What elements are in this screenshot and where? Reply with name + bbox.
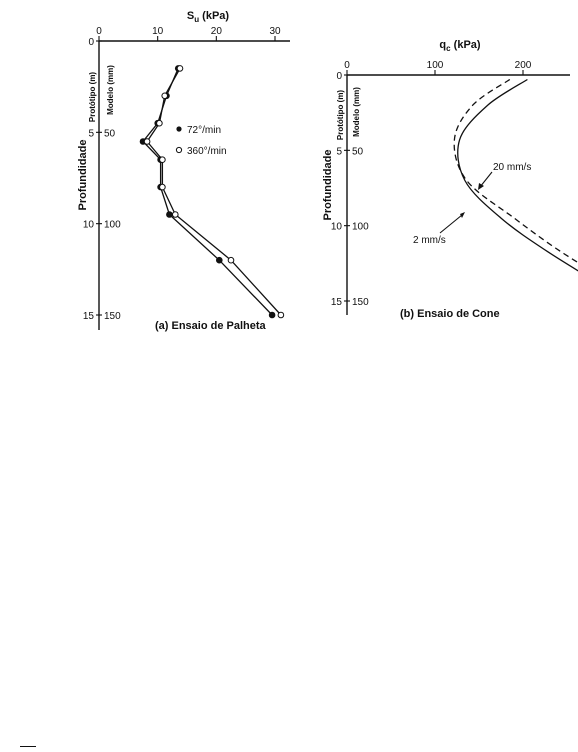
- annot-2mms: 2 mm/s: [413, 235, 446, 246]
- panel-a-legend: [176, 125, 226, 157]
- panel-b-y-tick-label-modelo: 150: [352, 297, 369, 308]
- panel-a-series: [140, 66, 284, 318]
- panel-b-xlabel: $q_c$ (kPa): [439, 39, 481, 53]
- panel-b-x-tick-label: 100: [426, 60, 444, 71]
- legend-360-marker: [176, 147, 181, 152]
- panel-a-y-tick-label: 0: [88, 37, 94, 48]
- footnote-rule: [20, 746, 36, 747]
- panel-a-data-point-72-min: [217, 257, 223, 263]
- panel-b-series-line-2-mm-s: [458, 80, 578, 294]
- panel-b-y-tick-label-modelo: 100: [352, 221, 369, 233]
- panel-a-y-tick-label: 5: [88, 128, 94, 140]
- panel-a-y-tick-label: 10: [82, 219, 94, 231]
- panel-b-y-tick-label: 15: [330, 297, 342, 308]
- panel-a-data-point-360-min: [157, 120, 163, 126]
- legend-72-marker: [176, 126, 181, 131]
- panel-a-data-point-360-min: [228, 257, 234, 263]
- panel-b-x-tick-label: 0: [344, 60, 350, 71]
- panel-a-data-point-360-min: [160, 157, 166, 163]
- panel-a: [77, 10, 290, 332]
- panel-a-x-tick-label: 0: [96, 26, 102, 37]
- panel-b-y-tick-label: 0: [336, 71, 342, 82]
- panel-a-data-point-360-min: [278, 312, 284, 318]
- panel-b-x-tick-label: 200: [514, 60, 532, 71]
- panel-a-x-tick-label: 30: [269, 26, 281, 37]
- panel-a-data-point-360-min: [173, 212, 179, 218]
- panel-a-data-point-360-min: [177, 66, 183, 72]
- panel-b-ylabel-prototipo: Protótipo (m): [336, 89, 345, 141]
- panel-a-caption: (a) Ensaio de Palheta: [155, 320, 266, 332]
- panel-a-y-tick-label-modelo: 50: [104, 128, 116, 140]
- panel-a-y-tick-label-modelo: 100: [104, 219, 121, 231]
- panel-b-caption: (b) Ensaio de Cone: [400, 308, 500, 320]
- panel-a-y-tick-label: 15: [82, 311, 94, 322]
- panel-b-y-tick-label: 10: [330, 221, 342, 233]
- panel-a-x-tick-label: 10: [152, 26, 164, 37]
- panel-a-data-point-360-min: [144, 139, 150, 145]
- annot-20mms-arrowhead: [478, 183, 484, 190]
- annot-20mms: 20 mm/s: [493, 162, 532, 173]
- panel-a-xlabel: $S_u$ (kPa): [186, 10, 230, 24]
- panel-a-x-ticks: [96, 26, 281, 41]
- panel-a-data-point-72-min: [167, 212, 173, 218]
- legend-72-label: 72°/min: [187, 125, 222, 136]
- panel-a-data-point-360-min: [160, 184, 166, 190]
- panel-b-ylabel-modelo: Modelo (mm): [352, 87, 361, 137]
- panel-a-x-tick-label: 20: [210, 26, 222, 37]
- panel-b-y-tick-label: 5: [336, 146, 342, 158]
- panel-b-series-line-20-mm-s: [454, 80, 578, 294]
- panel-a-y-tick-label-modelo: 150: [104, 311, 121, 322]
- panel-a-ylabel-modelo: Modelo (mm): [106, 65, 115, 115]
- panel-a-data-point-360-min: [162, 93, 168, 99]
- panel-b-x-ticks: [344, 60, 532, 75]
- panel-a-series-line-360-min: [147, 68, 281, 315]
- panel-b-ylabel: Profundidade: [322, 149, 334, 221]
- legend-360-label: 360°/min: [187, 146, 227, 157]
- panel-b-y-tick-label-modelo: 50: [352, 146, 364, 158]
- panel-a-ylabel: Profundidade: [77, 139, 89, 211]
- annot-2mms-arrowhead: [460, 212, 465, 218]
- annot-2mms-leader: [440, 215, 462, 233]
- panel-b-series: [454, 80, 578, 294]
- panel-a-ylabel-prototipo: Protótipo (m): [88, 71, 97, 123]
- panel-b: [322, 39, 578, 320]
- panel-a-data-point-72-min: [269, 312, 275, 318]
